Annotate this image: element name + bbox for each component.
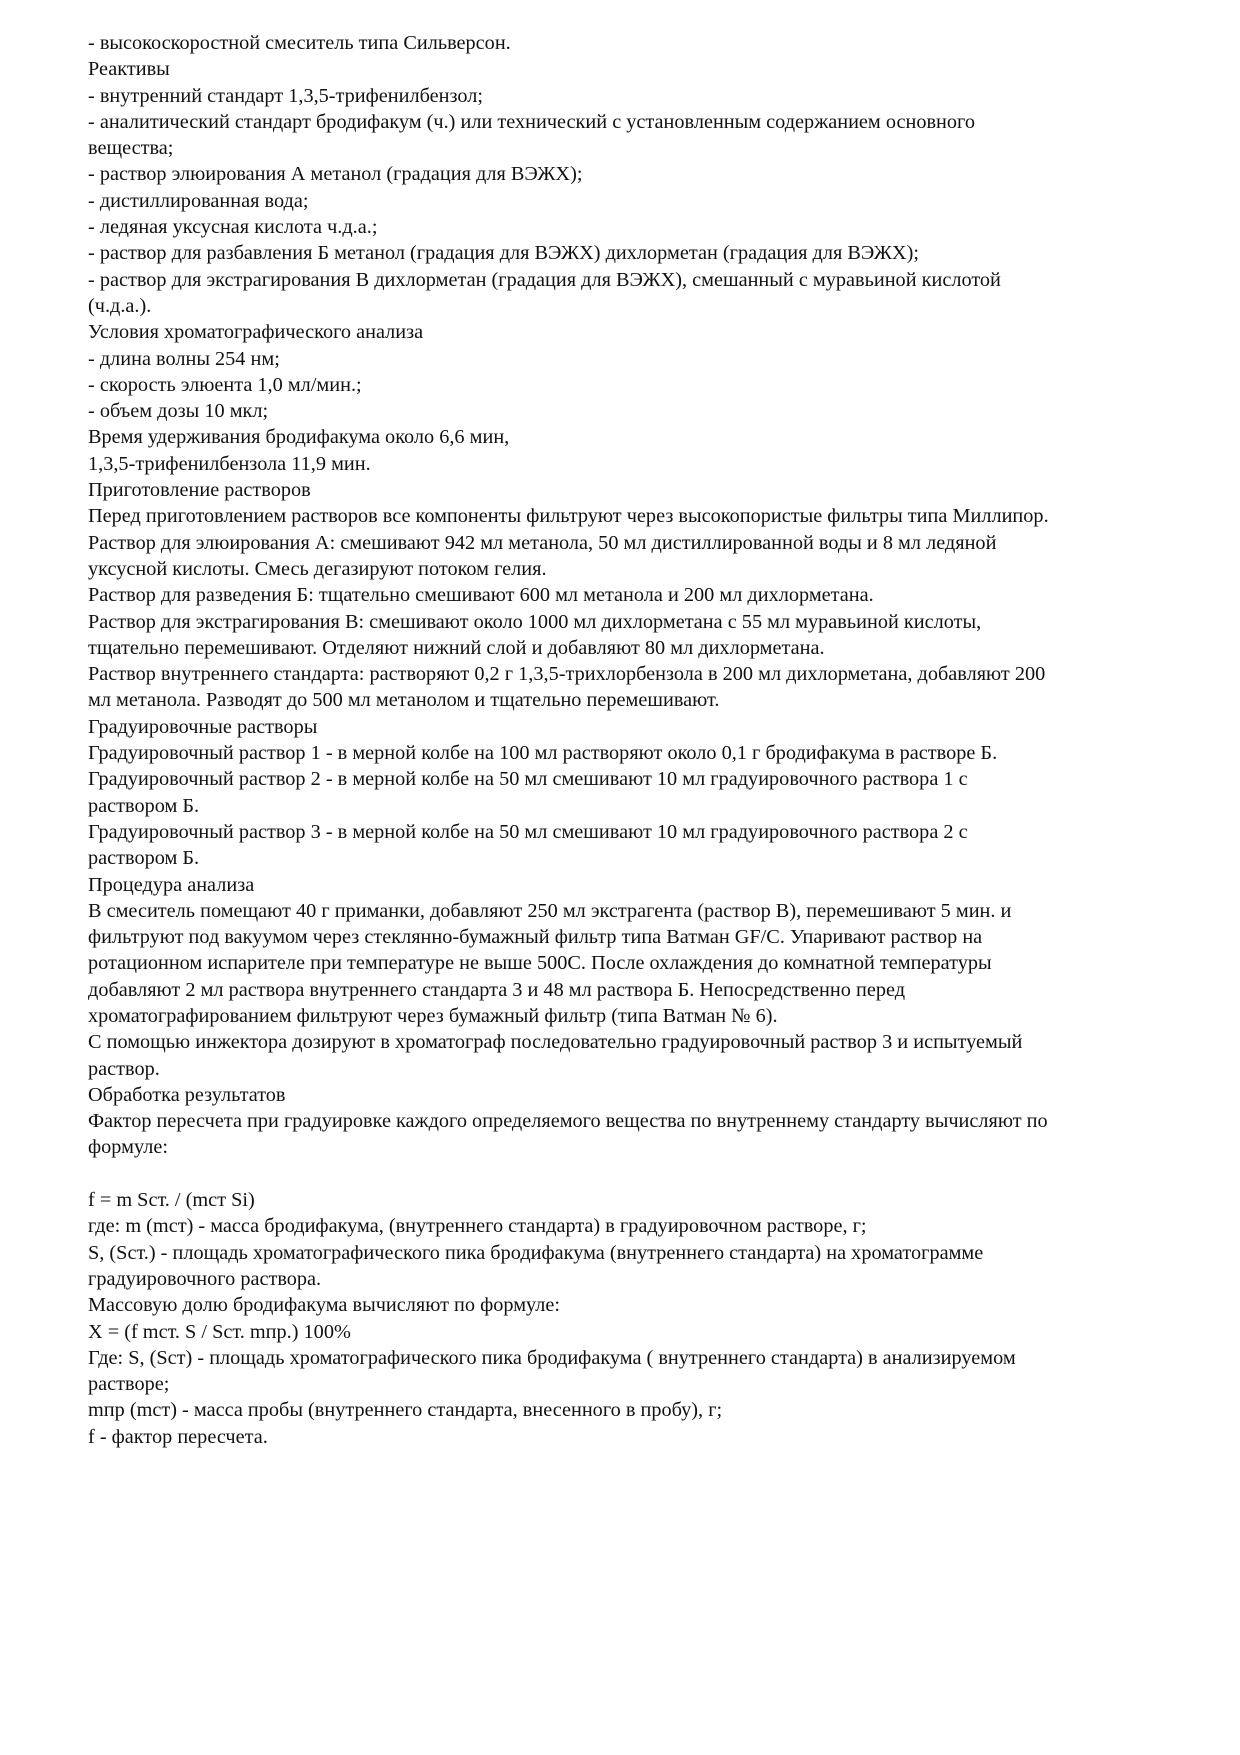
text-line: Раствор для элюирования А: смешивают 942 мл метанола, 50 мл дистиллированной воды и 8 мл ледяной [88, 531, 997, 554]
section-heading-result-processing: Обработка результатов [88, 1083, 286, 1106]
text-line: ротационном испарителе при температуре не выше 500С. После охлаждения до комнатной температуры [88, 952, 992, 975]
text-line: Раствор для экстрагирования В: смешивают около 1000 мл дихлорметана с 55 мл муравьиной кислоты, [88, 610, 982, 633]
section-heading-chromatography-conditions: Условия хроматографического анализа [88, 321, 424, 344]
text-line: - высокоскоростной смеситель типа Сильверсон. [88, 32, 511, 54]
text-line: (ч.д.а.). [88, 294, 152, 317]
text-line: Градуировочный раствор 2 - в мерной колбе на 50 мл смешивают 10 мл градуировочного раствора 1 с [88, 768, 968, 791]
text-line: - ледяная уксусная кислота ч.д.а.; [88, 216, 378, 239]
text-line: Перед приготовлением растворов все компоненты фильтруют через высокопористые фильтры типа Миллипор. [88, 505, 1049, 528]
text-line: - дистиллированная вода; [88, 189, 309, 212]
text-line: Массовую долю бродифакума вычисляют по формуле: [88, 1294, 561, 1317]
text-line: mпр (mст) - масса пробы (внутреннего стандарта, внесенного в пробу), г; [88, 1399, 723, 1422]
text-line: Фактор пересчета при градуировке каждого определяемого вещества по внутреннему стандарту вычисляют по [88, 1110, 1048, 1133]
section-heading-calibration-solutions: Градуировочные растворы [88, 715, 318, 738]
text-line: В смеситель помещают 40 г приманки, добавляют 250 мл экстрагента (раствор В), перемешивают 5 мин. и [88, 899, 1012, 922]
text-line: Раствор для разведения Б: тщательно смешивают 600 мл метанола и 200 мл дихлорметана. [88, 584, 874, 607]
text-line: - аналитический стандарт бродифакум (ч.) или технический с установленным содержанием основного [88, 110, 975, 133]
text-line: Где: S, (Sст) - площадь хроматографического пика бродифакума ( внутреннего стандарта) в анализируемом [88, 1346, 1016, 1369]
text-line: - объем дозы 10 мкл; [88, 400, 269, 423]
text-line: - скорость элюента 1,0 мл/мин.; [88, 373, 362, 396]
blank-line [88, 1161, 1180, 1187]
text-line: тщательно перемешивают. Отделяют нижний слой и добавляют 80 мл дихлорметана. [88, 636, 825, 659]
text-line: Время удерживания бродифакума около 6,6 мин, [88, 426, 510, 449]
text-line: где: m (mст) - масса бродифакума, (внутреннего стандарта) в градуировочном растворе, г; [88, 1215, 867, 1238]
text-line: раствором Б. [88, 794, 200, 817]
text-line: - раствор элюирования А метанол (градация для ВЭЖХ); [88, 163, 583, 186]
text-line: Градуировочный раствор 3 - в мерной колбе на 50 мл смешивают 10 мл градуировочного раствора 2 с [88, 820, 968, 843]
text-line: - длина волны 254 нм; [88, 347, 280, 370]
text-line: фильтруют под вакуумом через стеклянно-бумажный фильтр типа Ватман GF/C. Упаривают раствор на [88, 926, 983, 949]
section-heading-solution-preparation: Приготовление растворов [88, 479, 311, 502]
text-line: С помощью инжектора дозируют в хроматограф последовательно градуировочный раствор 3 и испытуемый [88, 1031, 1023, 1054]
text-line: - раствор для разбавления Б метанол (градация для ВЭЖХ) дихлорметан (градация для ВЭЖХ); [88, 242, 919, 265]
text-line: - внутренний стандарт 1,3,5-трифенилбензол; [88, 84, 484, 107]
text-line: хроматографированием фильтруют через бумажный фильтр (типа Ватман № 6). [88, 1004, 778, 1027]
text-line: Градуировочный раствор 1 - в мерной колбе на 100 мл растворяют около 0,1 г бродифакума в растворе Б. [88, 742, 998, 765]
section-heading-analysis-procedure: Процедура анализа [88, 873, 255, 896]
section-heading-reagents: Реактивы [88, 58, 170, 81]
text-line: формуле: [88, 1136, 168, 1159]
text-line: градуировочного раствора. [88, 1267, 322, 1290]
text-line: раствор. [88, 1057, 160, 1080]
text-line: 1,3,5-трифенилбензола 11,9 мин. [88, 452, 371, 475]
text-line: - раствор для экстрагирования В дихлорметан (градация для ВЭЖХ), смешанный с муравьиной кислотой [88, 268, 1001, 291]
text-line: вещества; [88, 137, 174, 160]
text-line: f - фактор пересчета. [88, 1425, 268, 1448]
text-line: S, (Sст.) - площадь хроматографического пика бродифакума (внутреннего стандарта) на хроматограмме [88, 1241, 984, 1264]
text-line: Раствор внутреннего стандарта: растворяют 0,2 г 1,3,5-трихлорбензола в 200 мл дихлорметана, добавляют 200 [88, 663, 1046, 686]
text-line: раствором Б. [88, 847, 200, 870]
text-line: мл метанола. Разводят до 500 мл метанолом и тщательно перемешивают. [88, 689, 720, 712]
formula-mass-fraction: X = (f mст. S / Sст. mпр.) 100% [88, 1320, 351, 1343]
text-line: добавляют 2 мл раствора внутреннего стандарта 3 и 48 мл раствора Б. Непосредственно перед [88, 978, 906, 1001]
text-line: растворе; [88, 1373, 170, 1396]
text-line: уксусной кислоты. Смесь дегазируют потоком гелия. [88, 557, 547, 580]
formula-conversion-factor: f = m Sст. / (mст Si) [88, 1189, 255, 1212]
